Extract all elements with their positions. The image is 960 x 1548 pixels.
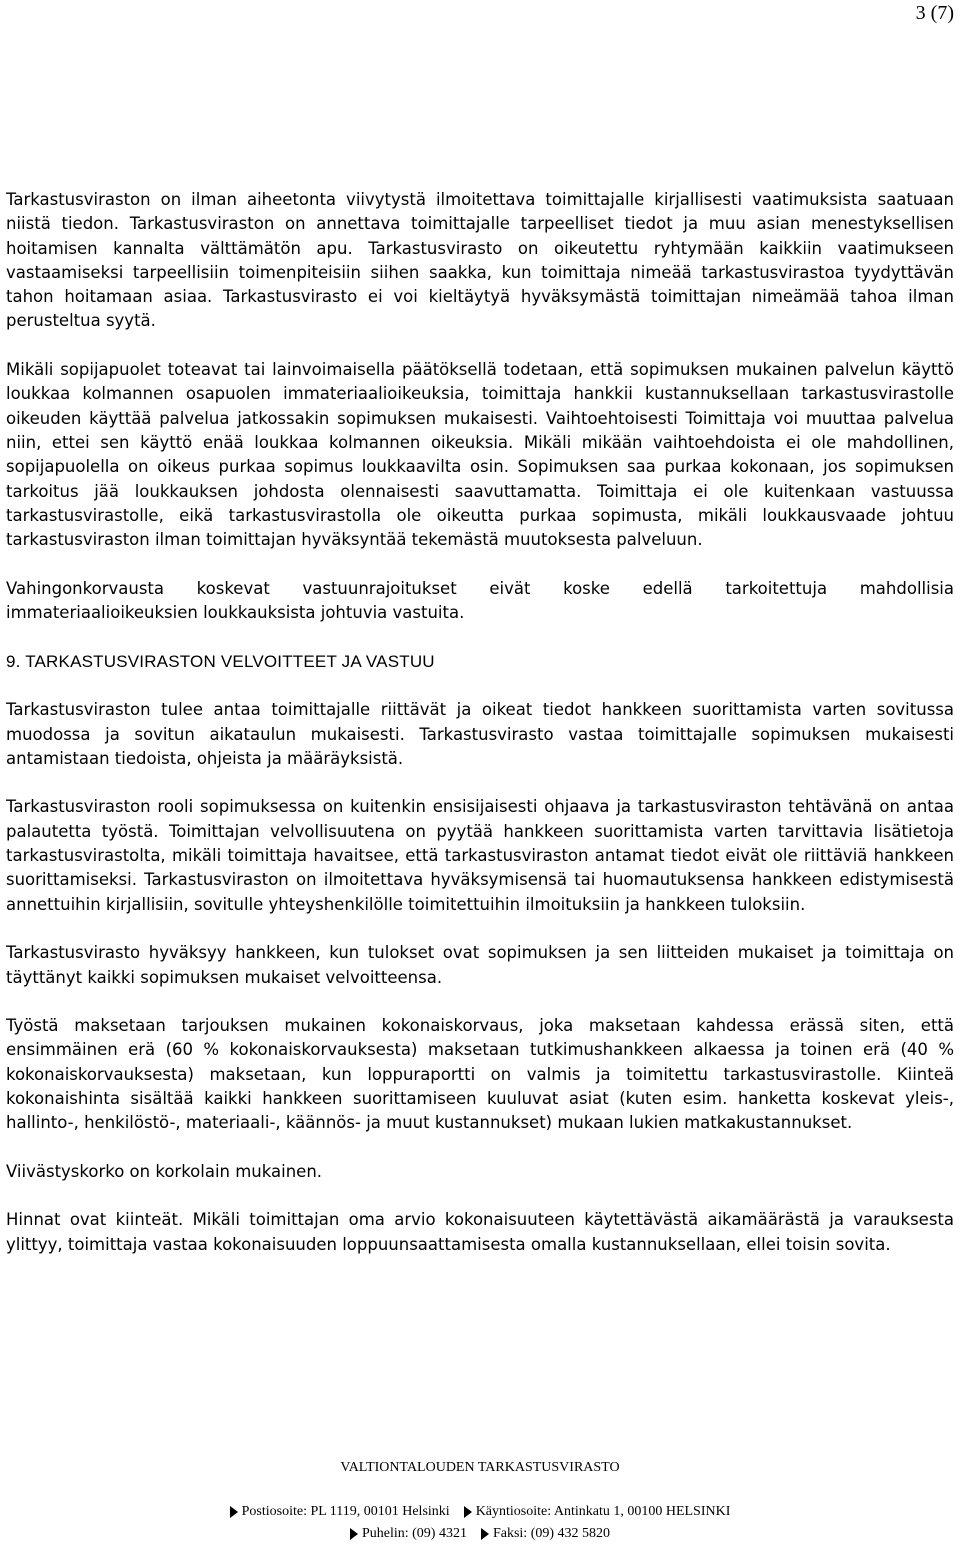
page-number: 3 (7) bbox=[915, 2, 954, 24]
footer-visiting bbox=[464, 1504, 731, 1520]
footer-fax bbox=[481, 1526, 610, 1542]
footer-organization: VALTIONTALOUDEN TARKASTUSVIRASTO bbox=[340, 1460, 620, 1475]
footer-fax-text: Faksi: (09) 432 5820 bbox=[492, 1526, 611, 1541]
paragraph-fixed-prices: Hinnat ovat kiinteät. Mikäli toimittajan oma arvio kokonaisuuteen käytettävästä aikamäärästä ja varauksesta ylittyy, toimittaja vastaa kokonaisuuden loppuunsaattamisesta omalla kustannuksellaan, ellei toisin sovita. bbox=[6, 1210, 954, 1254]
paragraph-claims-notification: Tarkastusviraston on ilman aiheetonta viivytystä ilmoitettava toimittajalle kirjallisesti vaatimuksista saatuaan niistä tiedon. Tarkastusviraston on annettava toimittajalle tarpeelliset tiedot ja muu asian menestyksellisen hoitamisen kannalta välttämätön apu. Tarkastusvirasto on oikeutettu ryhtymään kaikkiin vaatimukseen vastaamiseksi tarpeellisiin toimenpiteisiin siihen saakka, kun toimittaja nimeää tarkastusvirastoa tyydyttävän tahon hoitamaan asiaa. Tarkastusvirasto ei voi kieltäytyä hyväksymästä toimittajan nimeämää tahoa ilman perusteltua syytä. bbox=[6, 190, 954, 331]
footer-contact-row bbox=[0, 1526, 960, 1542]
footer-phone bbox=[350, 1526, 467, 1542]
bullet-arrow-icon bbox=[464, 1506, 472, 1518]
bullet-arrow-icon bbox=[481, 1528, 489, 1540]
footer-postal-text: Postiosoite: PL 1119, 00101 Helsinki bbox=[241, 1504, 450, 1519]
paragraph-payment: Työstä maksetaan tarjouksen mukainen kokonaiskorvaus, joka maksetaan kahdessa erässä siten, että ensimmäinen erä (60 % kokonaiskorvauksesta) maksetaan tutkimushankkeen alkaessa ja toinen erä (40 % kokonaiskorvauksesta) maksetaan, kun loppuraportti on valmis ja toimitettu tarkastusvirastolle. Kiinteä kokonaishinta sisältää kaikki hankkeen suorittamiseen kuuluvat asiat (kuten esim. hanketta koskevat yleis-, hallinto-, henkilöstö-, materiaali-, käännös- ja muut kustannukset) mukaan lukien matkakustannukset. bbox=[6, 1016, 954, 1133]
footer-postal bbox=[230, 1504, 450, 1520]
paragraph-ip-infringement: Mikäli sopijapuolet toteavat tai lainvoimaisella päätöksellä todetaan, että sopimuksen mukainen palvelun käyttö loukkaa kolmannen osapuolen immateriaalioikeuksia, toimittaja hankkii kustannuksellaan tarkastusvirastolle oikeuden käyttää palvelua jatkossakin sopimuksen mukaisesti. Vaihtoehtoisesti Toimittaja voi muuttaa palvelua niin, ettei sen käyttö enää loukkaa kolmannen oikeuksia. Mikäli mikään vaihtoehdoista ei ole mahdollinen, sopijapuolella on oikeus purkaa sopimus loukkaavilta osin. Sopimuksen saa purkaa kokonaan, jos sopimuksen tarkoitus jää loukkauksen johdosta olennaisesti saavuttamatta. Toimittaja ei ole kuitenkaan vastuussa tarkastusvirastolle, eikä tarkastusvirastolla ole oikeutta purkaa sopimusta, mikäli loukkausvaade johtuu tarkastusviraston ilman toimittajan hyväksyntää tekemästä muutoksesta palveluun. bbox=[6, 360, 954, 550]
footer-address-row bbox=[0, 1504, 960, 1520]
paragraph-acceptance: Tarkastusvirasto hyväksyy hankkeen, kun tulokset ovat sopimuksen ja sen liitteiden mukaiset ja toimittaja on täyttänyt kaikki sopimuksen mukaiset velvoitteensa. bbox=[6, 943, 954, 987]
paragraph-liability-limits: Vahingonkorvausta koskevat vastuunrajoitukset eivät koske edellä tarkoitettuja mahdollisia immateriaalioikeuksien loukkauksista johtuvia vastuita. bbox=[6, 578, 954, 623]
page-footer bbox=[0, 1460, 960, 1548]
paragraph-interest: Viivästyskorko on korkolain mukainen. bbox=[6, 1161, 323, 1181]
document-body bbox=[6, 188, 954, 1281]
bullet-arrow-icon bbox=[350, 1528, 358, 1540]
paragraph-information-duty: Tarkastusviraston tulee antaa toimittajalle riittävät ja oikeat tiedot hankkeen suorittamista varten sovitussa muodossa ja sovitun aikataulun mukaisesti. Tarkastusvirasto vastaa toimittajalle sopimuksen mukaisesti antamistaan tiedoista, ohjeista ja määräyksistä. bbox=[6, 700, 954, 768]
bullet-arrow-icon bbox=[230, 1506, 238, 1518]
footer-phone-text: Puhelin: (09) 4321 bbox=[361, 1526, 467, 1541]
footer-visiting-text: Käyntiosoite: Antinkatu 1, 00100 HELSINKI bbox=[475, 1504, 731, 1519]
section-heading: 9. TARKASTUSVIRASTON VELVOITTEET JA VASTUU bbox=[6, 651, 435, 671]
paragraph-role: Tarkastusviraston rooli sopimuksessa on kuitenkin ensisijaisesti ohjaava ja tarkastusviraston tehtävänä on antaa palautetta työstä. Toimittajan velvollisuutena on pyytää hankkeen suorittamista varten tarvittavia lisätietoja tarkastusvirastolta, mikäli toimittaja havaitsee, että tarkastusviraston antamat tiedot eivät ole riittäviä hankkeen suorittamiseksi. Tarkastusviraston on ilmoitettava hyväksymisensä tai huomautuksensa hankkeen edistymisestä annettuihin kirjallisiin, sovitulle yhteyshenkilölle toimitettuihin ilmoituksiin ja hankkeen tuloksiin. bbox=[6, 797, 954, 914]
